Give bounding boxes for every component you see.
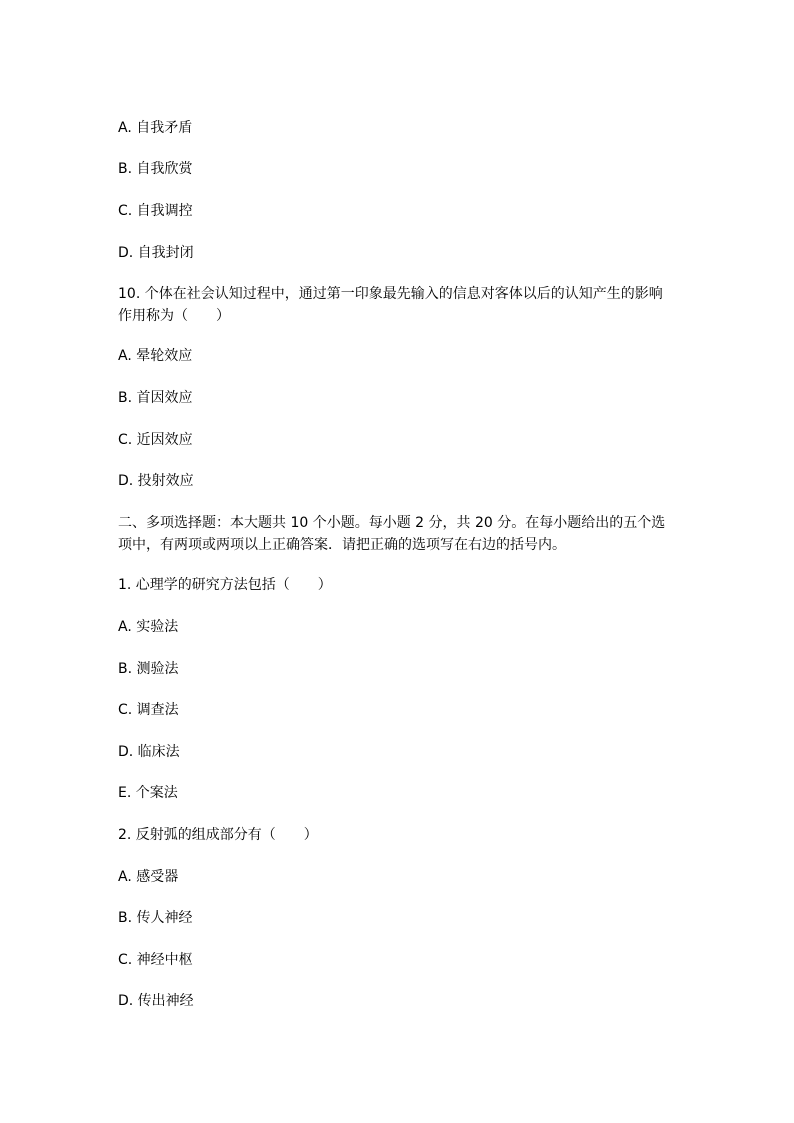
option-m1a: A. 实验法 bbox=[118, 619, 179, 635]
option-m2a: A. 感受器 bbox=[118, 869, 179, 885]
question-m2: 2. 反射弧的组成部分有（ ） bbox=[118, 827, 318, 843]
question-10: 10. 个体在社会认知过程中，通过第一印象最先输入的信息对客体以后的认知产生的影响作用称为（ ） bbox=[118, 286, 663, 324]
option-10c: C. 近因效应 bbox=[118, 432, 193, 448]
option-m1d: D. 临床法 bbox=[118, 744, 180, 760]
option-9a: A. 自我矛盾 bbox=[118, 120, 193, 136]
option-9d: D. 自我封闭 bbox=[118, 245, 194, 261]
option-9c: C. 自我调控 bbox=[118, 203, 193, 219]
section-2-heading: 二、多项选择题：本大题共 10 个小题。每小题 2 分，共 20 分。在每小题给出的五个选项中，有两项或两项以上正确答案．请把正确的选项写在右边的括号内。 bbox=[118, 515, 666, 553]
option-9b: B. 自我欣赏 bbox=[118, 161, 193, 177]
option-10b: B. 首因效应 bbox=[118, 390, 193, 406]
option-m2c: C. 神经中枢 bbox=[118, 952, 193, 968]
question-m1: 1. 心理学的研究方法包括（ ） bbox=[118, 577, 332, 593]
option-m1e: E. 个案法 bbox=[118, 785, 178, 801]
option-m1c: C. 调查法 bbox=[118, 702, 179, 718]
option-10a: A. 晕轮效应 bbox=[118, 348, 193, 364]
option-10d: D. 投射效应 bbox=[118, 473, 194, 489]
option-m2d: D. 传出神经 bbox=[118, 993, 194, 1009]
option-m1b: B. 测验法 bbox=[118, 661, 179, 677]
option-m2b: B. 传人神经 bbox=[118, 910, 193, 926]
